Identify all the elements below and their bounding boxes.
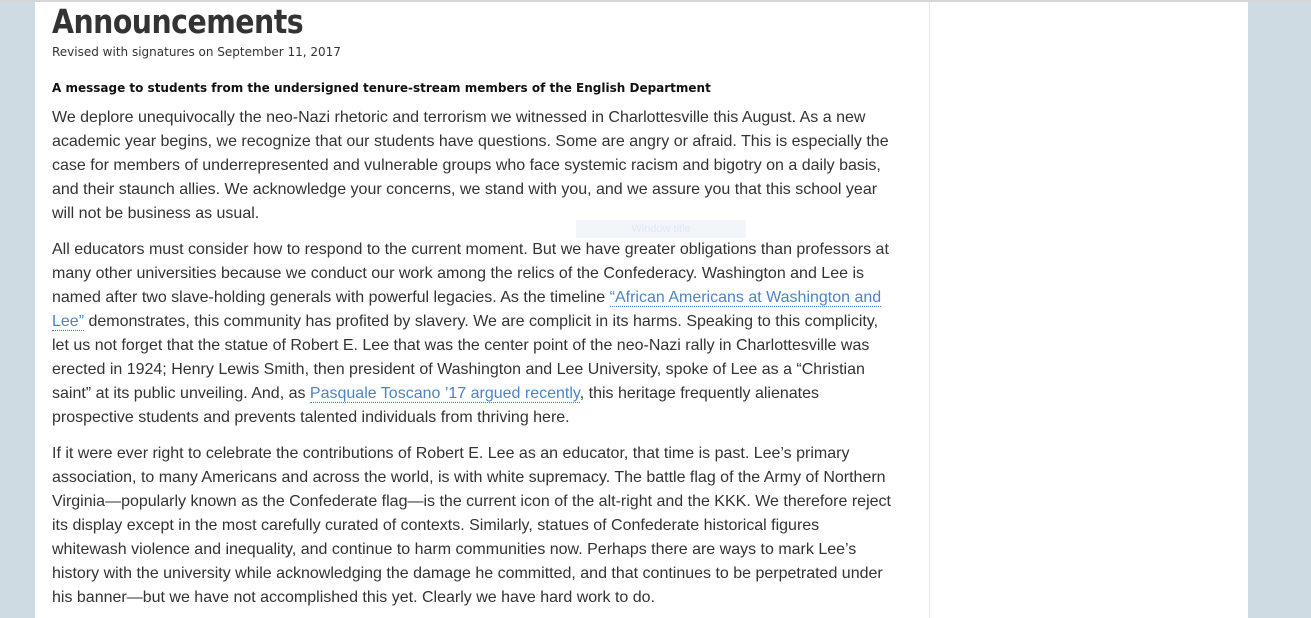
timeline-link[interactable]: “African Americans at Washington and Lee” <box>52 289 882 330</box>
paragraph-2-text-a: All educators must consider how to respond to the current moment. But we have greater obligations than professors at many other universities because we conduct our work among the relics of the Confederacy. Washington and Lee is named after two slave-holding generals with powerful legacies. As the timeline <box>52 241 889 306</box>
paragraph-2 <box>52 238 897 430</box>
paragraph-1: We deplore unequivocally the neo-Nazi rhetoric and terrorism we witnessed in Charlottesville this August. As a new academic year begins, we recognize that our students have questions. Some are angry or afraid. This is especially the case for members of underrepresented and vulnerable groups who face systemic racism and bigotry on a daily basis, and their staunch allies. We acknowledge your concerns, we stand with you, and we assure you that this school year will not be business as usual. <box>52 109 889 222</box>
paragraph-2-text-c: , this heritage frequently alienates prospective students and prevents talented individuals from thriving here. <box>52 385 819 426</box>
toscano-article-link[interactable]: Pasquale Toscano ’17 argued recently <box>309 385 580 402</box>
page-container <box>35 2 1248 618</box>
page-title: Announcements <box>52 2 304 41</box>
paragraph-3: If it were ever right to celebrate the contributions of Robert E. Lee as an educator, that time is past. Lee’s primary association, to many Americans and across the world, is with white supremacy. The battle flag of the Army of Northern Virginia—popularly known as the Confederate flag—is the current icon of the alt-right and the KKK. We therefore reject its display except in the most carefully curated of contexts. Similarly, statues of Confederate historical figures whitewash violence and inequality, and continue to harm communities now. Perhaps there are ways to mark Lee’s history with the university while acknowledging the damage he committed, and that continues to be perpetrated under his banner—but we have not accomplished this yet. Clearly we have hard work to do. <box>52 445 891 606</box>
faint-overlay-label: Window title <box>576 220 746 238</box>
right-sidebar <box>929 2 1248 618</box>
revision-note: Revised with signatures on September 11, 2017 <box>52 45 341 59</box>
message-subtitle: A message to students from the undersigned tenure-stream members of the English Department <box>52 81 711 95</box>
paragraph-2-text-b: demonstrates, this community has profited by slavery. We are complicit in its harms. Speaking to this complicity, let us not forget that the statue of Robert E. Lee that was the center point of the neo-Nazi rally in Charlottesville was erected in 1924; Henry Lewis Smith, then president of Washington and Lee University, spoke of Lee as a “Christian saint” at its public unveiling. And, as <box>52 313 879 402</box>
main-content <box>52 2 897 610</box>
